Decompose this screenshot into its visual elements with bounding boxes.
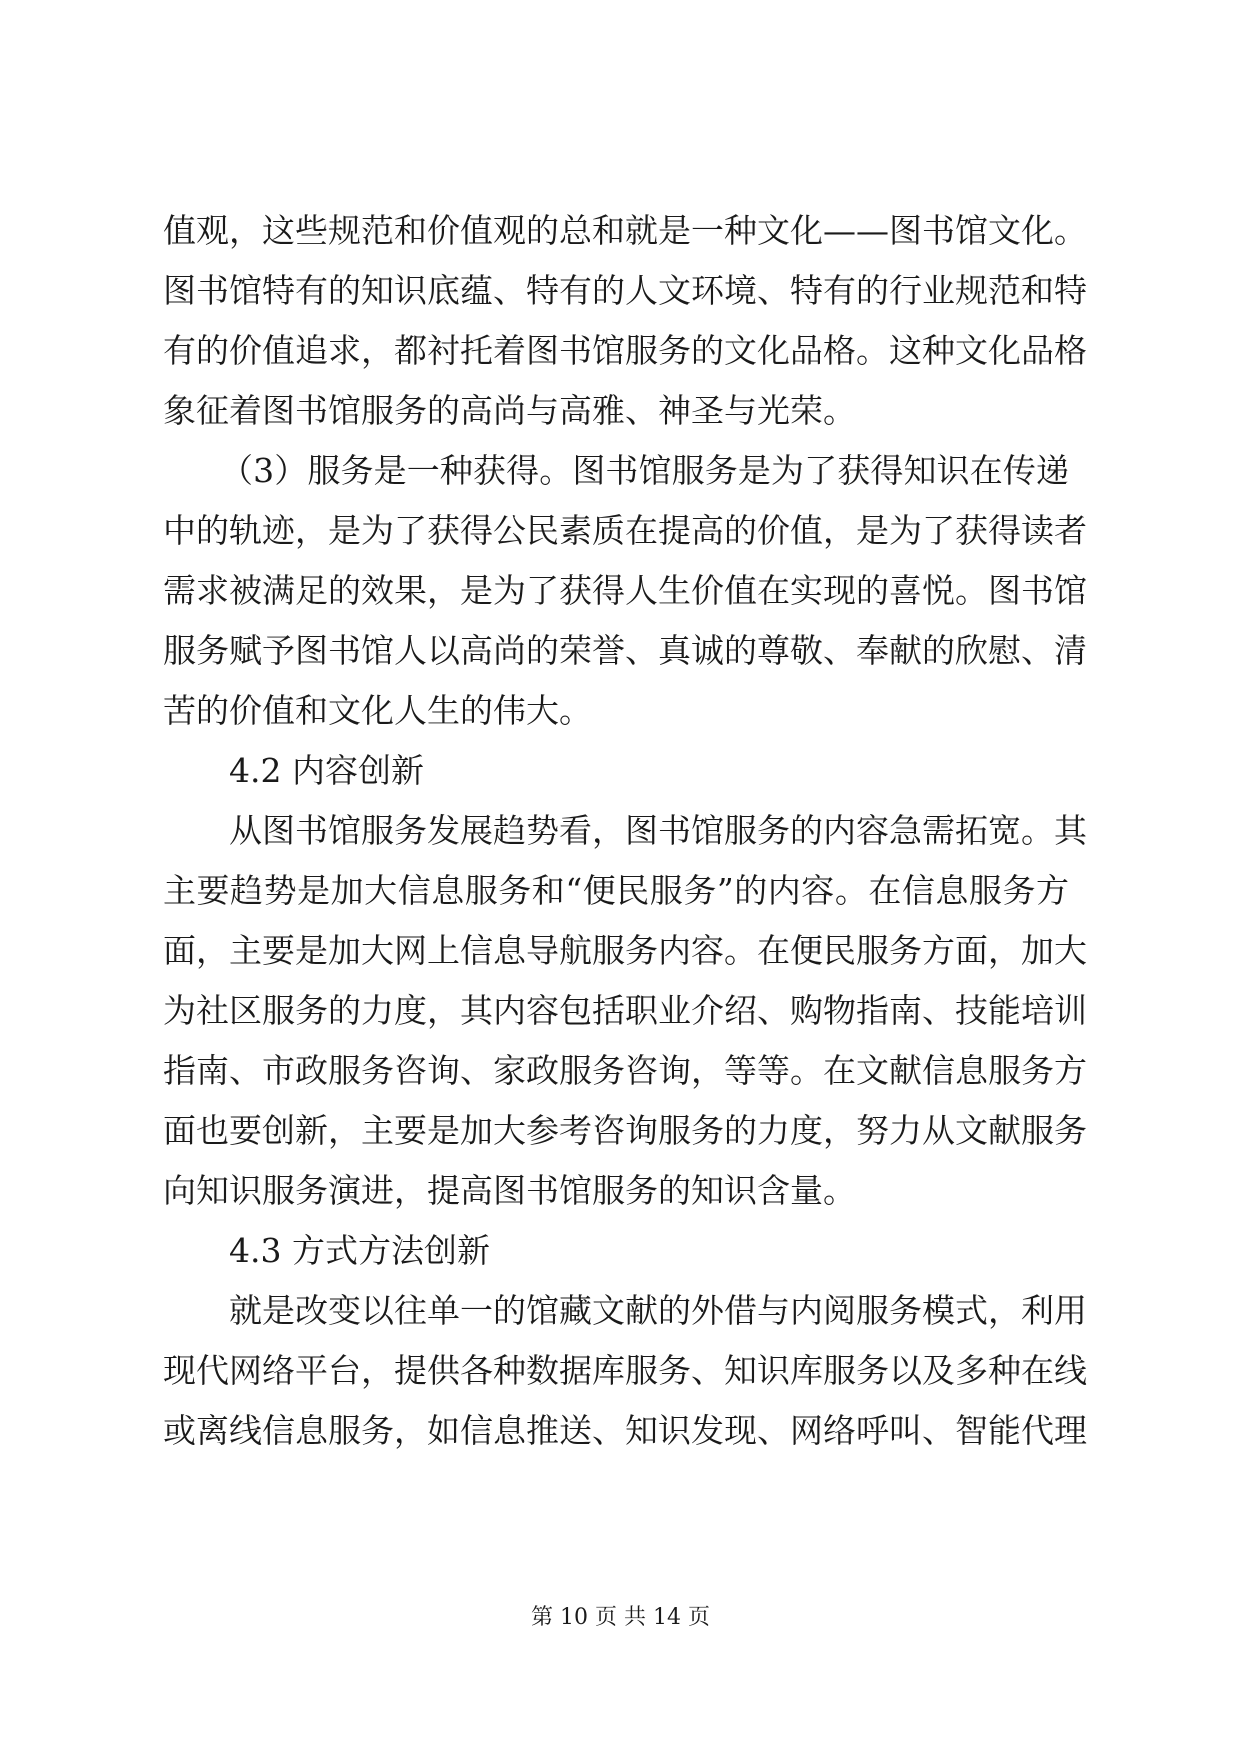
text-line: 中的轨迹，是为了获得公民素质在提高的价值，是为了获得读者: [163, 511, 1087, 550]
text-line: 向知识服务演进，提高图书馆服务的知识含量。: [163, 1171, 856, 1210]
text-line: 苦的价值和文化人生的伟大。: [163, 691, 592, 730]
text-line: 从图书馆服务发展趋势看，图书馆服务的内容急需拓宽。其: [229, 811, 1087, 850]
text-line: 需求被满足的效果，是为了获得人生价值在实现的喜悦。图书馆: [163, 571, 1087, 610]
text-line: 图书馆特有的知识底蕴、特有的人文环境、特有的行业规范和特: [163, 271, 1087, 310]
text-line: 为社区服务的力度，其内容包括职业介绍、购物指南、技能培训: [163, 991, 1087, 1030]
text-line: 主要趋势是加大信息服务和“便民服务”的内容。在信息服务方: [163, 871, 1069, 910]
page-footer: 第 10 页 共 14 页: [531, 1605, 710, 1630]
text-line: 象征着图书馆服务的高尚与高雅、神圣与光荣。: [163, 391, 856, 430]
section-heading: 4.2 内容创新: [229, 751, 424, 790]
text-line: 现代网络平台，提供各种数据库服务、知识库服务以及多种在线: [163, 1351, 1087, 1390]
text-line: 或离线信息服务，如信息推送、知识发现、网络呼叫、智能代理: [163, 1411, 1087, 1450]
section-heading: 4.3 方式方法创新: [229, 1231, 490, 1270]
text-line: 指南、市政服务咨询、家政服务咨询，等等。在文献信息服务方: [163, 1051, 1087, 1090]
text-line: 有的价值追求，都衬托着图书馆服务的文化品格。这种文化品格: [163, 331, 1087, 370]
text-line: 服务赋予图书馆人以高尚的荣誉、真诚的尊敬、奉献的欣慰、清: [163, 631, 1087, 670]
text-line: （3）服务是一种获得。图书馆服务是为了获得知识在传递: [220, 451, 1069, 490]
text-line: 面，主要是加大网上信息导航服务内容。在便民服务方面，加大: [163, 931, 1087, 970]
text-line: 面也要创新，主要是加大参考咨询服务的力度，努力从文献服务: [163, 1111, 1087, 1150]
text-line: 就是改变以往单一的馆藏文献的外借与内阅服务模式，利用: [229, 1291, 1087, 1330]
text-line: 值观，这些规范和价值观的总和就是一种文化——图书馆文化。: [163, 211, 1087, 250]
